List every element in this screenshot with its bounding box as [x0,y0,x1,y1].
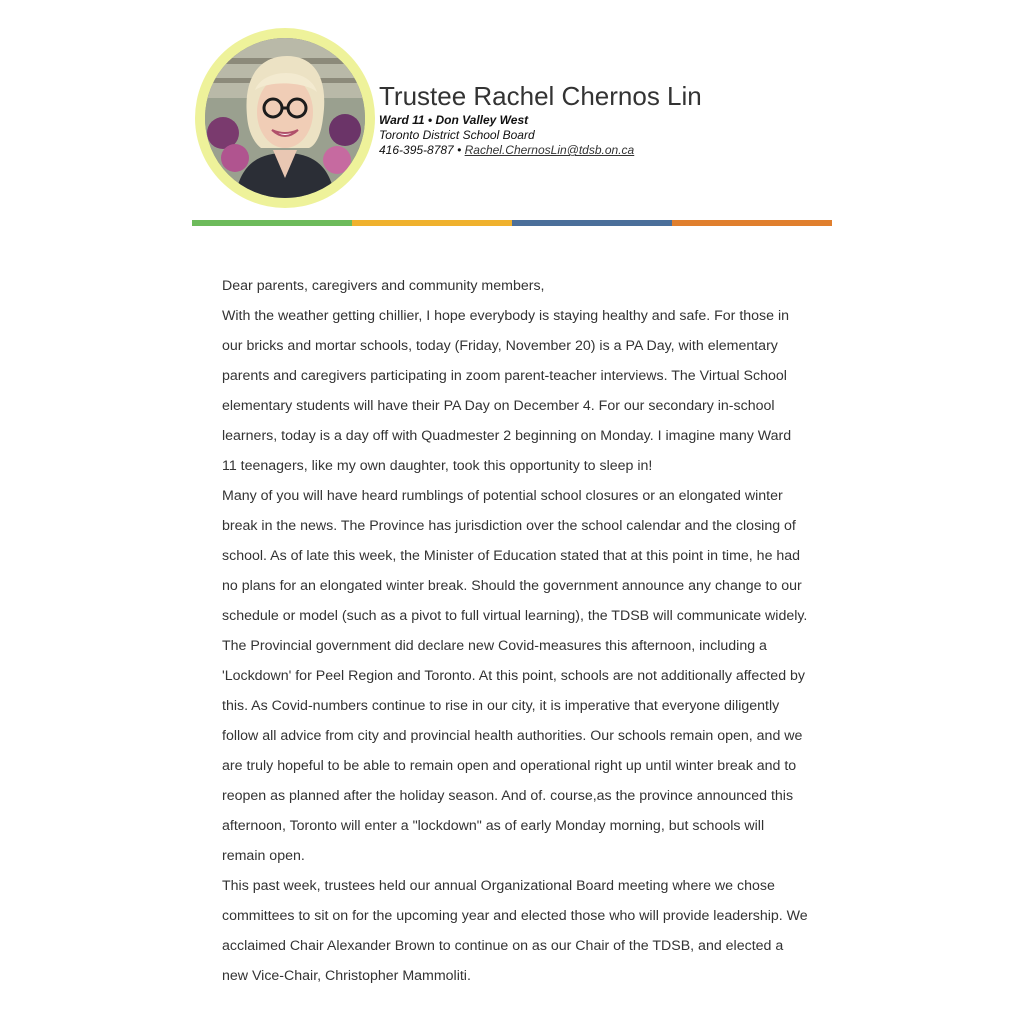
divider-segment-blue [512,220,672,226]
avatar [205,38,365,198]
color-divider-bar [192,220,832,226]
phone-number: 416-395-8787 • [379,143,465,157]
email-link[interactable]: Rachel.ChernosLin@tdsb.on.ca [464,143,635,157]
paragraph-covid-measures: The Provincial government did declare new Covid-measures this afternoon, including a 'Lockdown' for Peel Region and Toronto. At this point, schools are not additionally affected by this. As Covid-numbers continue to rise in our city, it is imperative that everyone diligently follow all advice from city and provincial health authorities. Our schools remain open, and we are truly hopeful to be able to remain open and operational right up until winter break and to reopen as planned after the holiday season. And of. course,as the province announced this afternoon, Toronto will enter a "lockdown" as of early Monday morning, but schools will remain open. [222,638,806,864]
avatar-ring [195,28,375,208]
divider-segment-orange [672,220,832,226]
paragraph-board-meeting: This past week, trustees held our annual Organizational Board meeting where we chose committees to sit on for the upcoming year and elected those who will provide leadership. We acclaimed Chair Alexander Brown to continue on as our Chair of the TDSB, and elected a new Vice-Chair, Christopher Mammoliti. [222,878,808,984]
trustee-portrait-image [205,38,365,198]
greeting: Dear parents, caregivers and community members, [222,278,545,294]
ward-line: Ward 11 • Don Valley West [379,113,529,127]
board-line: Toronto District School Board [379,128,535,142]
divider-segment-green [192,220,352,226]
letter-body [222,271,808,991]
newsletter-header [192,26,832,226]
paragraph-pa-day: With the weather getting chillier, I hope everybody is staying healthy and safe. For those in our bricks and mortar schools, today (Friday, November 20) is a PA Day, with elementary parents and caregivers participating in zoom parent-teacher interviews. The Virtual School elementary students will have their PA Day on December 4. For our secondary in-school learners, today is a day off with Quadmester 2 beginning on Monday. I imagine many Ward 11 teenagers, like my own daughter, took this opportunity to sleep in! [222,308,792,474]
divider-segment-yellow [352,220,512,226]
contact-block [379,81,819,158]
paragraph-school-closures: Many of you will have heard rumblings of potential school closures or an elongated winter break in the news. The Province has jurisdiction over the school calendar and the closing of school. As of late this week, the Minister of Education stated that at this point in time, he had no plans for an elongated winter break. Should the government announce any change to our schedule or model (such as a pivot to full virtual learning), the TDSB will communicate widely. [222,488,808,624]
trustee-name: Trustee Rachel Chernos Lin [379,81,702,111]
phone-email-line [379,143,819,158]
